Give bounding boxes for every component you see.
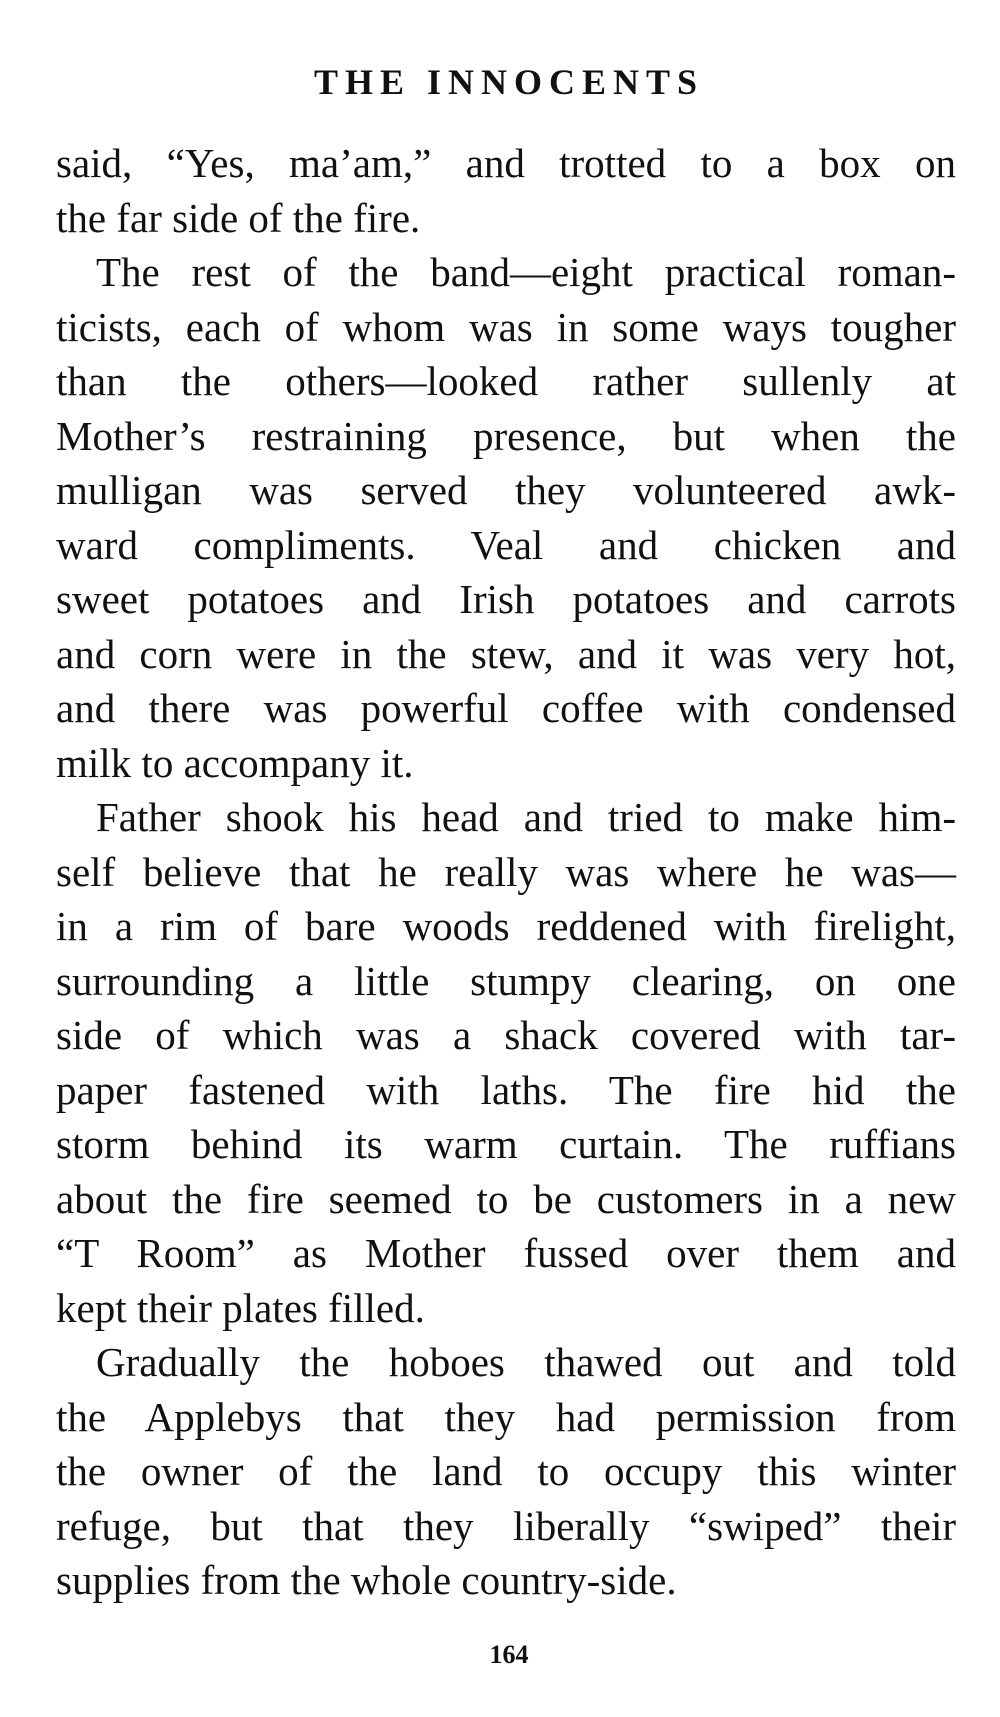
- text-line: ward compliments. Veal and chicken and: [56, 521, 956, 568]
- text-line: side of which was a shack covered with tar-: [56, 1012, 956, 1058]
- text-line: said, “Yes, ma’am,” and trotted to a box on: [56, 140, 956, 186]
- text-line: supplies from the whole country-side.: [56, 1557, 677, 1603]
- text-line: and corn were in the stew, and it was very hot,: [56, 630, 956, 677]
- text-line: in a rim of bare woods reddened with firelight,: [56, 903, 956, 949]
- text-line: ticists, each of whom was in some ways tougher: [56, 303, 956, 350]
- text-line: kept their plates filled.: [56, 1284, 425, 1331]
- text-line: surrounding a little stumpy clearing, on one: [56, 957, 956, 1004]
- text-line: and there was powerful coffee with condensed: [56, 685, 956, 731]
- text-line: refuge, but that they liberally “swiped” their: [56, 1502, 956, 1549]
- text-line: “T Room” as Mother fussed over them and: [56, 1230, 956, 1276]
- body-text: [56, 136, 956, 1608]
- text-line: about the fire seemed to be customers in a new: [56, 1175, 956, 1222]
- paragraph: [56, 790, 956, 1335]
- text-line: than the others—looked rather sullenly at: [56, 358, 956, 404]
- text-line: the far side of the fire.: [56, 194, 421, 241]
- text-line: Father shook his head and tried to make him-: [96, 794, 956, 840]
- text-line: the Applebys that they had permission from: [56, 1393, 956, 1440]
- running-head: THE INNOCENTS: [313, 62, 705, 102]
- text-line: Mother’s restraining presence, but when the: [56, 412, 956, 459]
- text-line: self believe that he really was where he was—: [56, 848, 956, 895]
- text-line: The rest of the band—eight practical roman-: [96, 249, 956, 295]
- text-line: sweet potatoes and Irish potatoes and carrots: [56, 576, 956, 622]
- text-line: milk to accompany it.: [56, 739, 414, 786]
- text-line: paper fastened with laths. The fire hid the: [56, 1066, 956, 1113]
- text-line: storm behind its warm curtain. The ruffians: [56, 1121, 956, 1167]
- text-line: the owner of the land to occupy this winter: [56, 1448, 956, 1494]
- paragraph: [56, 136, 956, 245]
- text-line: Gradually the hoboes thawed out and told: [96, 1339, 956, 1385]
- paragraph: [56, 1335, 956, 1608]
- text-line: mulligan was served they volunteered awk-: [56, 467, 956, 513]
- paragraph: [56, 245, 956, 790]
- page-number: 164: [489, 1640, 529, 1669]
